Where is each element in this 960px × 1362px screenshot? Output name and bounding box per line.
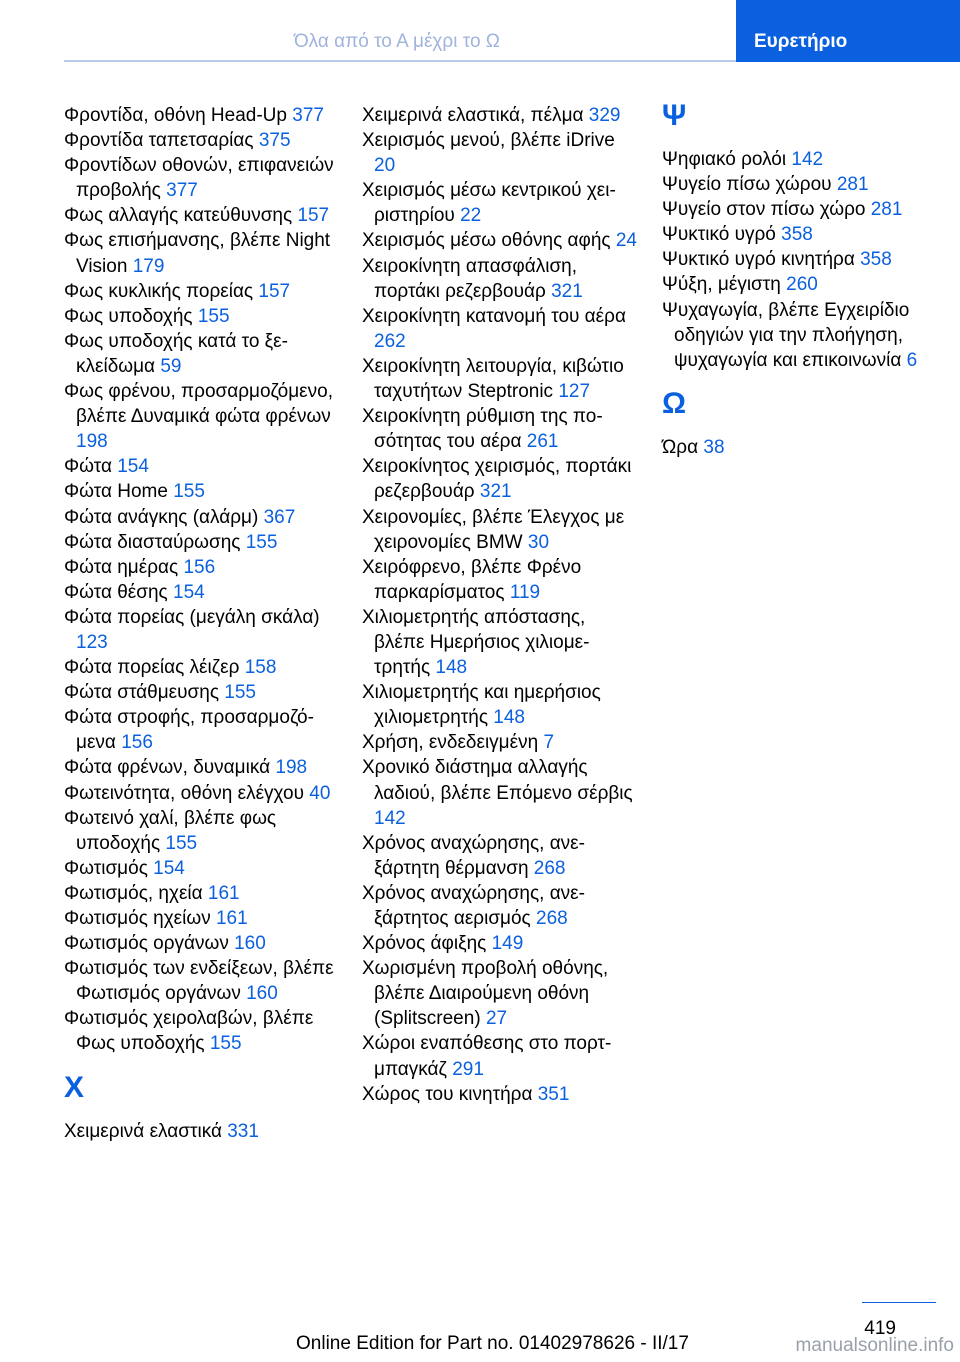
index-entry	[64, 806, 339, 856]
index-page-link[interactable]: 158	[244, 657, 277, 679]
index-page-link[interactable]: 154	[173, 581, 205, 603]
index-page-link[interactable]: 160	[246, 983, 278, 1005]
index-column-2	[362, 103, 637, 1107]
index-entry	[362, 128, 637, 178]
index-column-1	[64, 103, 339, 1144]
index-entry-term: Χειμερινά ελαστικά, πέλμα	[362, 105, 584, 126]
index-entry	[64, 781, 339, 806]
index-page-link[interactable]: 20	[374, 155, 396, 177]
index-entry	[64, 203, 339, 228]
index-entry-term: Ψυγείο πίσω χώρου	[662, 174, 832, 196]
index-entry	[362, 730, 637, 755]
index-page-link[interactable]: 154	[117, 456, 149, 478]
index-entry-term: Χειρισμός μενού, βλέπε iDrive	[362, 130, 615, 152]
header-section-area	[0, 0, 736, 62]
index-page-link[interactable]: 351	[537, 1083, 570, 1105]
index-entry-term: Φώτα φρένων, δυναμικά	[64, 757, 271, 779]
index-page-link[interactable]: 155	[209, 1033, 242, 1055]
index-entry	[662, 197, 937, 222]
index-page-link[interactable]: 149	[491, 933, 524, 955]
index-entry-term: Φως υποδοχής κατά το ξεκλείδωμα	[64, 330, 288, 377]
index-letter-heading: Χ	[64, 1070, 85, 1104]
index-entry	[362, 254, 637, 304]
index-entry	[362, 831, 637, 881]
index-entry-term: Φώτα	[64, 456, 112, 478]
index-entry-term: Φως υποδοχής	[64, 305, 193, 327]
index-page-link[interactable]: 367	[263, 506, 296, 528]
index-page-link[interactable]: 281	[870, 199, 903, 221]
index-entry	[662, 272, 937, 297]
index-entry-term: Φωτεινό χαλί, βλέπε φως υποδοχής	[64, 807, 277, 854]
index-entry-term: Χρόνος αναχώρησης, ανεξάρτητη θέρμανση	[362, 832, 585, 879]
index-page-link[interactable]: 142	[374, 807, 406, 829]
index-page-link[interactable]: 127	[558, 381, 591, 403]
index-entry-term: Φροντίδα, οθόνη Head-Up	[64, 105, 287, 126]
index-entry-term: Χειροκίνητος χειρισμός, πορτάκι ρεζερβουάρ	[362, 456, 632, 503]
index-entry-term: Φώτα διασταύρωσης	[64, 531, 241, 553]
index-entry	[64, 1119, 339, 1144]
index-entry	[64, 705, 339, 755]
index-entry-term: Χειροκίνητη κατανομή του αέρα	[362, 305, 626, 327]
index-page-link[interactable]: 156	[121, 732, 153, 754]
index-page-link[interactable]: 262	[374, 330, 406, 352]
index-entry-term: Ώρα	[662, 436, 699, 458]
index-page-link[interactable]: 321	[479, 481, 512, 503]
index-entry	[362, 178, 637, 228]
index-entry-term: Φώτα θέσης	[64, 581, 168, 603]
index-entry-term: Ψύξη, μέγιστη	[662, 274, 781, 296]
index-entry-term: Φώτα Home	[64, 481, 168, 503]
index-entry	[362, 103, 637, 128]
index-entry-term: Χρόνος αναχώρησης, ανεξάρτητος αερισμός	[362, 882, 585, 929]
index-page-link[interactable]: 155	[173, 481, 205, 503]
index-entry-term: Φωτισμός, ηχεία	[64, 882, 203, 904]
index-entry-term: Ψυκτικό υγρό	[662, 224, 776, 246]
index-page-link[interactable]: 160	[234, 933, 266, 955]
index-entry	[362, 555, 637, 605]
index-column-3	[662, 99, 937, 460]
index-entry	[64, 680, 339, 705]
index-entry-term: Χειρισμός μέσω κεντρικού χειριστηρίου	[362, 180, 616, 227]
index-entry	[362, 404, 637, 454]
index-entry	[64, 279, 339, 304]
index-entry	[362, 228, 637, 253]
index-entry	[64, 856, 339, 881]
index-page-link[interactable]: 281	[836, 174, 869, 196]
index-entry-term: Φωτισμός	[64, 857, 148, 879]
index-page-link[interactable]: 155	[165, 832, 198, 854]
index-entry-term: Φώτα ανάγκης (αλάρμ)	[64, 506, 259, 528]
page-number: 419	[864, 1318, 896, 1339]
index-entry-term: Χειρόφρενο, βλέπε Φρένο παρκαρίσματος	[362, 556, 582, 603]
index-entry-term: Χρονικό διάστημα αλλαγής λαδιού, βλέπε Επόμενο σέρβις	[362, 757, 633, 804]
index-entry	[362, 1031, 637, 1081]
index-page-link[interactable]: 179	[132, 255, 165, 277]
index-page-link[interactable]: 331	[227, 1120, 259, 1142]
index-page-link[interactable]: 161	[207, 882, 240, 904]
index-entry-term: Φωτισμός ηχείων	[64, 908, 211, 929]
index-entry	[64, 881, 339, 906]
index-page-link[interactable]: 321	[551, 280, 583, 302]
index-page-link[interactable]: 291	[452, 1058, 484, 1080]
index-entry	[64, 153, 339, 203]
index-entry	[362, 680, 637, 730]
index-page-link[interactable]: 198	[76, 431, 108, 453]
index-entry-term: Φώτα στροφής, προσαρμοζόμενα	[64, 707, 314, 754]
index-page-link[interactable]: 155	[224, 682, 256, 704]
header-divider	[64, 60, 736, 62]
index-entry	[64, 128, 339, 153]
index-page-link[interactable]: 375	[258, 130, 291, 152]
index-entry-term: Φωτισμός οργάνων	[64, 933, 229, 955]
index-entry	[64, 906, 339, 931]
index-entry-term: Φροντίδων οθονών, επιφανειών προβολής	[64, 155, 334, 202]
index-entry-term: Χειροκίνητη λειτουργία, κιβώτιο ταχυτήτων Steptronic	[362, 355, 624, 403]
page-header	[0, 0, 960, 62]
index-entry	[362, 931, 637, 956]
index-entry-term: Φωτισμός των ενδείξεων, βλέπε Φωτισμός οργάνων	[64, 958, 334, 1005]
index-entry-term: Χώροι εναπόθεσης στο πορτμπαγκάζ	[362, 1033, 612, 1080]
index-entry	[64, 228, 339, 278]
index-entry	[64, 103, 339, 128]
index-page-link[interactable]: 154	[153, 857, 185, 879]
tab-index-label: Ευρετήριο	[754, 31, 848, 52]
index-entry	[362, 956, 637, 1031]
index-page-link[interactable]: 260	[786, 274, 818, 296]
index-entry-term: Φως αλλαγής κατεύθυνσης	[64, 205, 293, 227]
index-page-link[interactable]: 358	[781, 224, 813, 246]
index-entry-term: Ψυγείο στον πίσω χώρο	[662, 199, 866, 221]
index-entry-term: Φώτα ημέρας	[64, 556, 179, 578]
index-entry-term: Χειροκίνητη απασφάλιση, πορτάκι ρεζερβουάρ	[362, 255, 578, 302]
index-page-link[interactable]: 24	[615, 230, 637, 252]
index-entry	[362, 755, 637, 830]
index-page-link[interactable]: 198	[275, 757, 308, 779]
index-entry	[64, 755, 339, 780]
index-entry-term: Χιλιομετρητής απόστασης, βλέπε Ημερήσιος χιλιομετρητής	[362, 606, 590, 679]
tab-index[interactable]	[736, 0, 960, 62]
index-letter-heading: Ψ	[662, 99, 687, 132]
index-entry	[362, 354, 637, 404]
index-entry-term: Φως φρένου, προσαρμοζόμενο, βλέπε Δυναμικά φώτα φρένων	[64, 381, 333, 428]
index-entry-term: Χειροκίνητη ρύθμιση της ποσότητας του αέρα	[362, 406, 603, 453]
index-entry	[362, 505, 637, 555]
watermark: manualsonline.info	[795, 1335, 954, 1356]
index-entry	[64, 1006, 339, 1056]
index-entry	[64, 329, 339, 379]
index-entry	[64, 580, 339, 605]
section-title: Όλα από το Α μέχρι το Ω	[293, 31, 500, 52]
index-entry	[362, 881, 637, 931]
index-page-link[interactable]: 329	[588, 105, 621, 126]
index-entry	[64, 304, 339, 329]
index-page-link[interactable]: 148	[493, 707, 525, 729]
index-page-link[interactable]: 119	[509, 581, 541, 603]
index-entry-term: Χειμερινά ελαστικά	[64, 1120, 222, 1142]
index-entry	[64, 379, 339, 454]
index-page-link[interactable]: 268	[536, 908, 568, 929]
index-page-link[interactable]: 155	[197, 305, 230, 327]
index-page-link[interactable]: 148	[435, 657, 468, 679]
footer-divider	[862, 1302, 936, 1303]
index-entry-term: Χρόνος άφιξης	[362, 933, 487, 955]
index-entry	[362, 454, 637, 504]
index-entry	[64, 931, 339, 956]
index-entry	[64, 956, 339, 1006]
index-entry-term: Ψηφιακό ρολόι	[662, 149, 787, 170]
index-page-link[interactable]: 161	[215, 908, 248, 929]
index-page-link[interactable]: 7	[543, 732, 555, 754]
index-entry-term: Φως επισήμανσης, βλέπε Night Vision	[64, 230, 331, 277]
index-entry	[64, 454, 339, 479]
index-page-link[interactable]: 268	[533, 857, 566, 879]
index-entry-term: Φώτα πορείας λέιζερ	[64, 657, 240, 679]
index-entry-term: Χρήση, ενδεδειγμένη	[362, 732, 539, 754]
index-entry-term: Ψυχαγωγία, βλέπε Εγχειρίδιο οδηγιών για την πλοήγηση, ψυχαγωγία και επικοινωνία	[662, 299, 910, 371]
index-entry	[64, 479, 339, 504]
index-entry-term: Χιλιομετρητής και ημερήσιος χιλιομετρητής	[362, 682, 601, 729]
index-letter-heading: Ω	[662, 386, 687, 420]
index-page-link[interactable]: 27	[485, 1008, 508, 1030]
index-page-link[interactable]: 377	[166, 180, 198, 202]
index-entry	[64, 505, 339, 530]
index-entry-term: Φώτα στάθμευσης	[64, 682, 219, 704]
index-page-link[interactable]: 40	[309, 782, 331, 804]
index-page-link[interactable]: 358	[860, 249, 892, 271]
index-entry	[662, 435, 937, 460]
index-entry-term: Ψυκτικό υγρό κινητήρα	[662, 249, 855, 271]
index-entry	[662, 247, 937, 272]
index-page-link[interactable]: 22	[460, 205, 482, 227]
index-entry-term: Χειρονομίες, βλέπε Έλεγχος με χειρονομίες BMW	[362, 506, 625, 553]
index-page-link[interactable]: 38	[703, 436, 725, 458]
index-page-link[interactable]: 6	[906, 349, 918, 371]
index-page-link[interactable]: 261	[526, 431, 559, 453]
index-entry-term: Φως κυκλικής πορείας	[64, 280, 254, 302]
index-entry-term: Χώρος του κινητήρα	[362, 1083, 533, 1105]
index-page-link[interactable]: 157	[258, 280, 291, 302]
index-entry-term: Χωρισμένη προβολή οθόνης, βλέπε Διαιρούμενη οθόνη (Splitscreen)	[362, 958, 609, 1030]
index-page-link[interactable]: 142	[791, 149, 824, 170]
index-entry	[662, 222, 937, 247]
index-entry	[64, 555, 339, 580]
index-entry	[64, 655, 339, 680]
index-page-link[interactable]: 123	[76, 631, 108, 653]
index-page-link[interactable]: 155	[245, 531, 278, 553]
index-entry-term: Φώτα πορείας (μεγάλη σκάλα)	[64, 606, 320, 628]
index-page-link[interactable]: 30	[527, 531, 550, 553]
index-page-link[interactable]: 156	[183, 556, 216, 578]
index-entry	[662, 298, 937, 373]
index-page-link[interactable]: 157	[297, 205, 330, 227]
index-entry	[64, 530, 339, 555]
index-page-link[interactable]: 377	[292, 105, 324, 126]
index-entry	[362, 1082, 637, 1107]
index-entry-term: Φωτισμός χειρολαβών, βλέπε Φως υποδοχής	[64, 1008, 314, 1055]
index-entry-term: Φωτεινότητα, οθόνη ελέγχου	[64, 782, 304, 804]
index-entry	[64, 605, 339, 655]
edition-note: Online Edition for Part no. 01402978626 - II/17	[296, 1333, 689, 1354]
index-entry-term: Φροντίδα ταπετσαρίας	[64, 130, 254, 152]
index-entry-term: Χειρισμός μέσω οθόνης αφής	[362, 230, 611, 252]
index-entry	[362, 304, 637, 354]
index-page-link[interactable]: 59	[160, 355, 182, 377]
index-entry	[362, 605, 637, 680]
index-entry	[662, 172, 937, 197]
index-entry	[662, 147, 937, 172]
